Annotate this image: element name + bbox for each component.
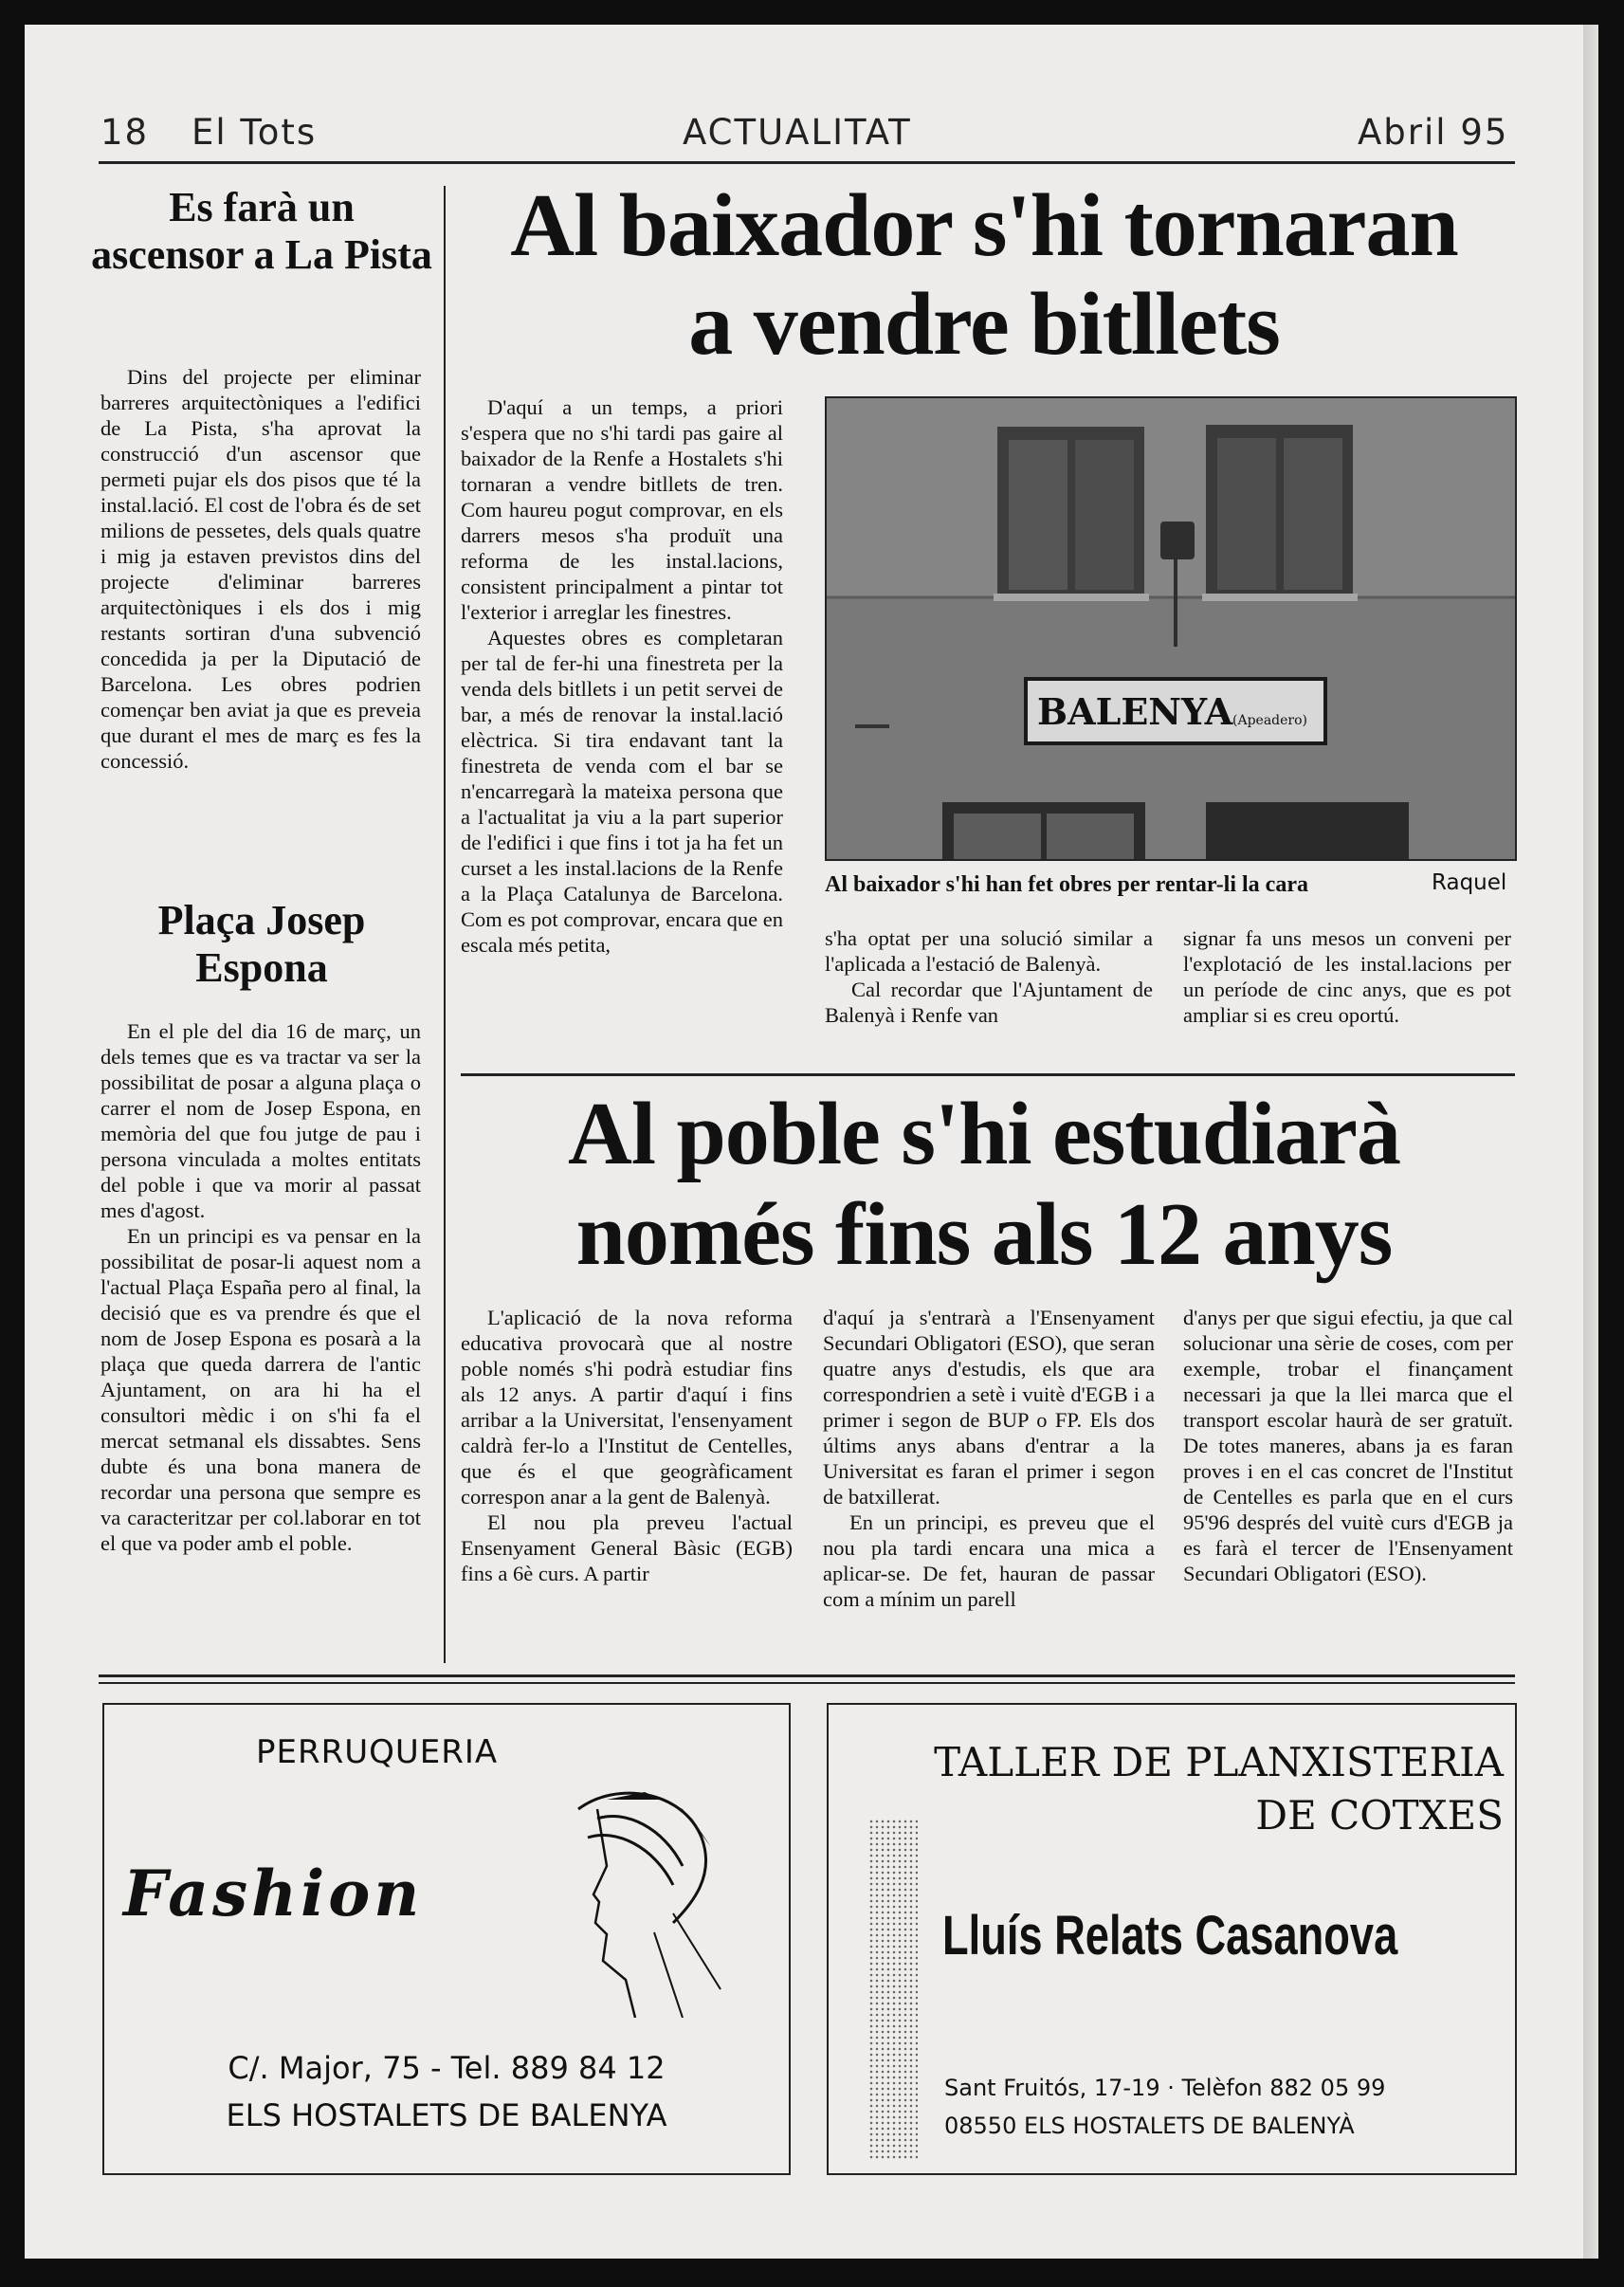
baixador-col-2 <box>825 925 1153 1028</box>
station-sign-text: BALENYA <box>1037 690 1233 733</box>
ad-perruqueria-address: C/. Major, 75 - Tel. 889 84 12 <box>228 2050 666 2086</box>
paragraph: L'aplicació de la nova reforma educativa provocarà que al nostre poble només s'hi podrà estudiar fins als 12 anys. A partir d'aquí i fins arribar a la Universitat, l'ensenyament caldrà fer-lo a l'Institut de Centelles, que és el que geogràficament correspon anar a la gent de Balenyà. <box>461 1306 793 1509</box>
paragraph: d'aquí ja s'entrarà a l'Ensenyament Secundari Obligatori (ESO), que seran quatre anys d'estudis, els que ara correspondrien a setè i vuitè d'EGB i a primer i segon de BUP o FP. Els dos últims anys abans d'entrar a la Universitat es faran el primer i segon de batxillerat. <box>823 1306 1155 1509</box>
section-title: ACTUALITAT <box>683 112 912 153</box>
issue-date: Abril 95 <box>1358 112 1509 153</box>
paragraph: El nou pla preveu l'actual Ensenyament General Bàsic (EGB) fins a 6è curs. A partir <box>461 1510 793 1585</box>
ascensor-title: Es farà un ascensor a La Pista <box>91 184 432 278</box>
page-edge <box>1583 25 1598 2259</box>
ad-taller-address: Sant Fruitós, 17-19 · Telèfon 882 05 99 <box>944 2075 1386 2101</box>
baixador-headline-2: a vendre bitllets <box>688 275 1280 374</box>
ad-taller-town: 08550 ELS HOSTALETS DE BALENYÀ <box>944 2113 1355 2139</box>
placa-body <box>100 1018 421 1556</box>
page-number: 18 <box>100 112 150 153</box>
ads-rule-bottom <box>99 1682 1515 1684</box>
paragraph: s'ha optat per una solució similar a l'aplicada a l'estació de Balenyà. <box>825 926 1153 976</box>
baixador-col-3 <box>1183 925 1511 1028</box>
ad-perruqueria-title: PERRUQUERIA <box>256 1733 499 1771</box>
paragraph: signar fa uns mesos un conveni per l'explotació de les instal.lacions per un període de cinc anys, que es pot ampliar si es creu oportú. <box>1183 926 1511 1027</box>
baixador-headline-1: Al baixador s'hi tornaran <box>510 176 1458 275</box>
woman-profile-illustration <box>540 1781 730 2018</box>
ad-perruqueria-town: ELS HOSTALETS DE BALENYA <box>226 2097 667 2133</box>
ad-taller-line2: DE COTXES <box>1255 1792 1504 1839</box>
placa-title: Plaça Josep Espona <box>157 897 366 991</box>
poble-col-2 <box>823 1305 1155 1612</box>
paragraph: D'aquí a un temps, a priori s'espera que no s'hi tardi pas gaire al baixador de la Renfe a Hostalets s'hi tornaran a vendre bitllets de tren. Com haureu pogut comprovar, en els darrers mesos s'ha produït una reforma de les instal.lacions, consistent principalment a pintar tot l'exterior i arreglar les finestres. <box>461 395 783 624</box>
photo-credit: Raquel <box>1432 870 1507 895</box>
paragraph: En un principi, es preveu que el nou pla tardi encara una mica a aplicar-se. De fet, hauran de passar com a mínim un parell <box>823 1510 1155 1611</box>
header-rule <box>99 161 1515 164</box>
station-sign-subtext: (Apeadero) <box>1232 713 1307 728</box>
dotted-bar <box>868 1819 918 2160</box>
paragraph: d'anys per que sigui efectiu, ja que cal solucionar una sèrie de coses, com per exemple, trobar el finançament necessari ja que la llei marca que el transport escolar haurà de ser gratuït. De totes maneres, abans ja es faran proves i en el cas concret de l'Institut de Centelles es parla que en el curs 95'96 després del vuitè curs d'EGB ja es farà el tercer de l'Ensenyament Secundari Obligatori (ESO). <box>1183 1306 1513 1585</box>
paragraph: Cal recordar que l'Ajuntament de Balenyà i Renfe van <box>825 978 1153 1027</box>
ascensor-body <box>100 364 421 774</box>
publication-name: El Tots <box>192 112 318 153</box>
ad-perruqueria <box>102 1703 791 2175</box>
station-photo <box>825 396 1517 861</box>
ad-taller-owner: Lluís Relats Casanova <box>942 1905 1398 1967</box>
poble-headline-2: només fins als 12 anys <box>575 1185 1393 1284</box>
station-building-image <box>827 398 1515 859</box>
paragraph: Dins del projecte per eliminar barreres arquitectòniques a l'edifici de La Pista, s'ha aprovat la construcció d'un ascensor que permeti pujar els dos pisos que té la instal.lació. El cost de l'obra és de set milions de pessetes, dels quals quatre i mig ja estaven previstos dins del projecte d'eliminar barreres arquitectòniques i els dos i mig restants sortiran d'una subvenció concedida ja per la Diputació de Barcelona. Les obres podrien començar ben aviat ja que es preveia que durant el mes de març es fes la concessió. <box>100 365 421 773</box>
column-rule <box>444 186 446 1663</box>
poble-col-3 <box>1183 1305 1513 1586</box>
article-rule <box>461 1073 1515 1076</box>
ad-taller-line1: TALLER DE PLANXISTERIA <box>934 1739 1504 1785</box>
poble-headline-1: Al poble s'hi estudiarà <box>568 1085 1400 1183</box>
photo-caption: Al baixador s'hi han fet obres per rentar-li la cara <box>825 872 1308 897</box>
ads-rule-top <box>99 1674 1515 1677</box>
ad-perruqueria-brand: Fashion <box>123 1857 424 1930</box>
poble-col-1 <box>461 1305 793 1586</box>
ad-taller <box>827 1703 1517 2175</box>
baixador-col-1 <box>461 394 783 958</box>
paragraph: Aquestes obres es completaran per tal de fer-hi una finestreta per la venda dels bitllets i un petit servei de bar, a més de renovar la instal.lació elèctrica. Si tira endavant tant la finestreta de venda com el bar se n'encarregarà la mateixa persona que a l'actualitat ja viu a la part superior de l'edifici i que fins i tot ja ha fet un curset a les instal.lacions de la Renfe a la Plaça Catalunya de Barcelona. Com es pot comprovar, encara que en escala més petita, <box>461 626 783 957</box>
paragraph: En el ple del dia 16 de març, un dels temes que es va tractar va ser la possibilitat de posar a alguna plaça o carrer el nom de Josep Espona, en memòria del que fou jutge de pau i persona vinculada a moltes entitats del poble i que va morir al passat mes d'agost. <box>100 1019 421 1222</box>
paragraph: En un principi es va pensar en la possibilitat de posar-li aquest nom a l'actual Plaça España pero al final, la decisió que es va prendre és que el nom de Josep Espona es posarà a la plaça que queda darrera de l'antic Ajuntament, on ara hi ha el consultori mèdic i on s'hi fa el mercat setmanal els dissabtes. Sens dubte és una bona manera de recordar una persona que sempre es va caracteritzar per col.laborar en tot el que va poder amb el poble. <box>100 1224 421 1555</box>
